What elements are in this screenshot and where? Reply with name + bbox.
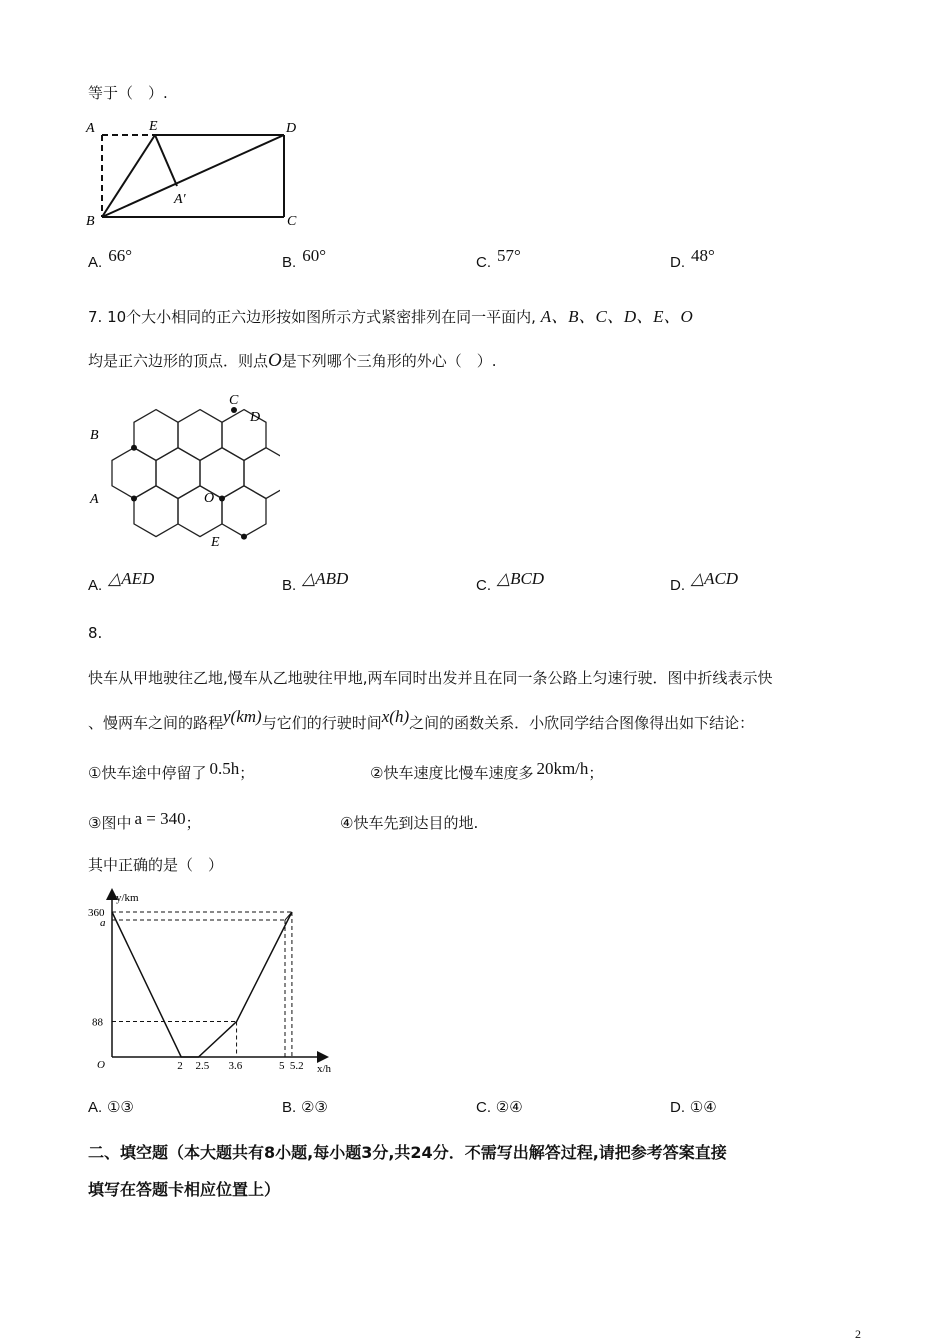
q8-option-a[interactable]: A. ①③ [88,1098,134,1116]
section2-heading-line2: 填写在答题卡相应位置上） [88,1180,281,1199]
hexagon-1 [134,410,178,461]
y-tick-360: 360 [88,907,105,919]
x-axis-label: x/h [317,1063,332,1075]
q7-option-d[interactable]: D. △ACD [670,569,739,594]
hexagon-8 [134,486,178,537]
x-tick-2: 2 [177,1060,183,1072]
q8-ask: 其中正确的是（ ） [88,856,224,874]
q6-option-d[interactable]: D. 48° [670,246,715,271]
label-C: C [287,214,297,229]
y-tick-a: a [100,917,106,930]
point-A [131,496,137,502]
x-tick-5: 5 [279,1060,285,1072]
label-A: A [90,492,99,507]
q7-points: A、B、C、D、E、O [540,307,693,326]
origin-label: O [97,1059,105,1071]
q8-chart [80,885,350,1080]
x-tick-5-2: 5.2 [289,1060,304,1072]
label-O: O [204,491,215,506]
q8-line1: 快车从甲地驶往乙地,慢车从乙地驶往甲地,两车同时出发并且在同一条公路上匀速行驶．图中折线表示快 [88,669,773,687]
hexagon-2 [178,410,222,461]
label-A-prime: A′ [174,192,186,207]
distance-polyline [112,912,292,1057]
q8-statement-1: ①快车途中停留了 0.5h； [88,759,255,782]
q7-option-b[interactable]: B. △ABD [282,569,349,594]
q6-rectangle-figure [80,115,310,230]
hexagon-10 [222,486,266,537]
y-tick-88: 88 [92,1016,103,1029]
q6-option-b[interactable]: B. 60° [282,246,326,271]
q7-option-c[interactable]: C. △BCD [476,569,545,594]
page-number: 2 [855,1327,861,1341]
y-axis-label: y/km [116,892,139,904]
label-C: C [229,393,239,408]
q7-hexagon-figure [80,388,280,553]
hexagon-5 [156,448,200,499]
q8-line2: 、慢两车之间的路程y(km)与它们的行驶时间x(h)之间的函数关系．小欣同学结合图像得出如下结论： [88,707,755,732]
label-D: D [250,410,261,425]
q6-option-a[interactable]: A. 66° [88,246,132,271]
hexagon-7 [244,448,280,499]
q8-number: 8. [88,624,103,642]
point-B [131,445,137,451]
q8-option-d[interactable]: D. ①④ [670,1098,717,1116]
label-A: A [86,121,95,136]
q8-option-b[interactable]: B. ②③ [282,1098,328,1116]
hexagon-9 [178,486,222,537]
q8-statement-2: ②快车速度比慢车速度多 20km/h； [370,759,604,782]
point-O [219,496,225,502]
q6-tail: 等于（ ）. [88,84,168,102]
q8-statement-3: ③图中 a = 340； [88,809,201,832]
label-D: D [286,121,297,136]
section2-heading-line1: 二、填空题（本大题共有8小题,每小题3分,共24分．不需写出解答过程,请把参考答案直接 [88,1143,727,1162]
x-tick-3-6: 3.6 [228,1060,243,1072]
q8-statement-4: ④快车先到达目的地. [340,814,479,832]
label-E: E [149,119,158,134]
point-E [241,534,247,540]
q8-option-c[interactable]: C. ②④ [476,1098,523,1116]
x-tick-2-5: 2.5 [195,1060,210,1072]
label-B: B [86,214,95,229]
label-B: B [90,428,99,443]
hexagon-4 [112,448,156,499]
q7-line1: 7. 10个大小相同的正六边形按如图所示方式紧密排列在同一平面内, A、B、C、D、E、O [88,307,693,326]
q7-option-a[interactable]: A. △AED [88,569,155,594]
label-E: E [211,535,220,550]
q6-option-c[interactable]: C. 57° [476,246,521,271]
q7-line2: 均是正六边形的顶点．则点O是下列哪个三角形的外心（ ）. [88,350,497,371]
